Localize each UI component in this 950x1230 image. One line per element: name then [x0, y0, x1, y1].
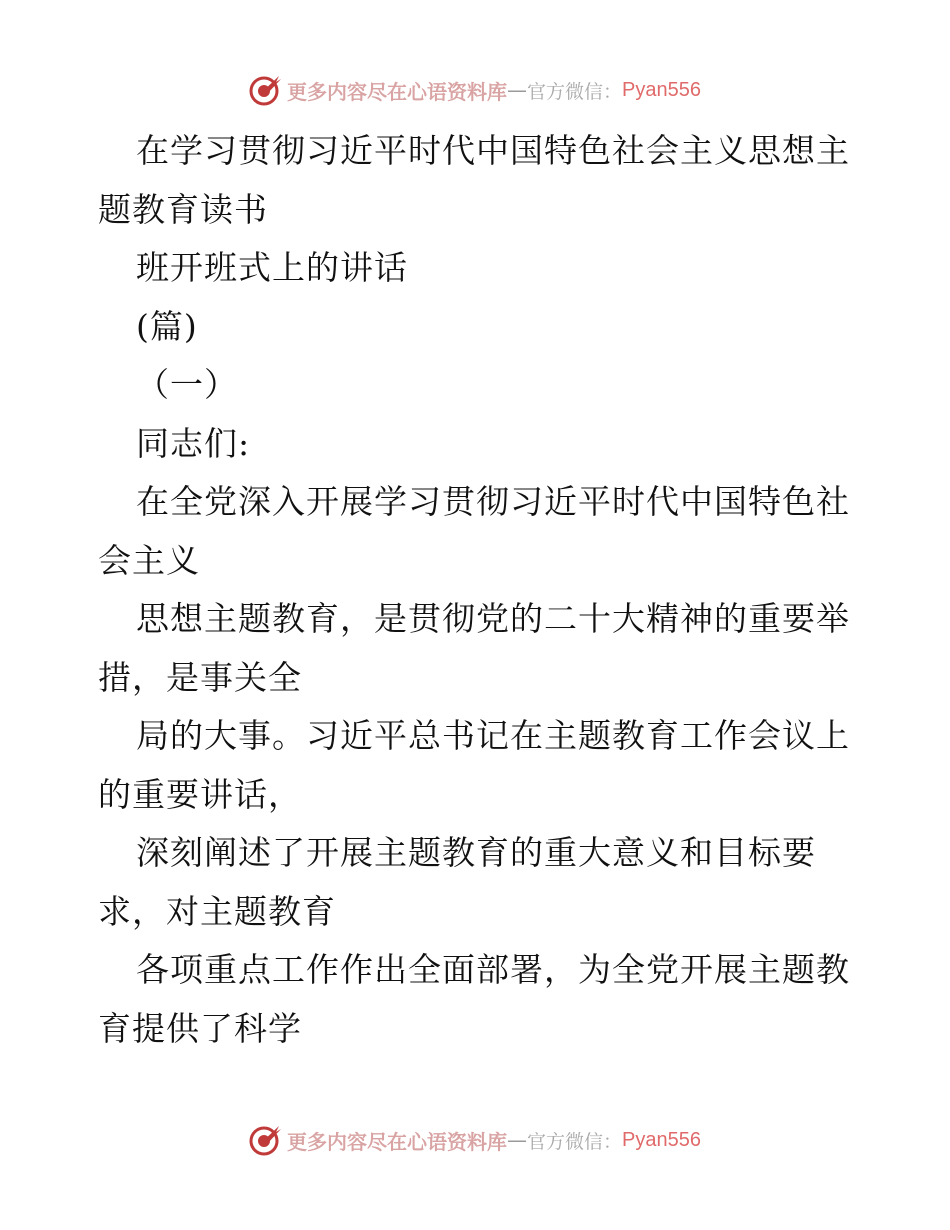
paragraph-line: 会主义: [98, 540, 200, 580]
watermark-dash: —: [507, 1128, 527, 1152]
paragraph-line: 局的大事。习近平总书记在主题教育工作会议上: [136, 716, 850, 755]
paragraph-line: 措，是事关全: [98, 657, 302, 697]
paragraph-line: 各项重点工作作出全面部署，为全党开展主题教: [136, 950, 850, 989]
title-line-2: 题教育读书: [98, 189, 268, 229]
watermark-wechat-label: 官方微信：: [527, 1130, 623, 1153]
paragraph-line: 在全党深入开展学习贯彻习近平时代中国特色社: [136, 482, 850, 521]
quill-seal-icon: [249, 73, 283, 107]
paragraph-line: 的重要讲话，: [98, 774, 302, 814]
title-line-3: 班开班式上的讲话: [136, 248, 408, 287]
salutation: 同志们:: [136, 423, 251, 463]
watermark-brand-text: 更多内容尽在心语资料库: [287, 1129, 507, 1154]
paragraph-line: 求，对主题教育: [98, 891, 336, 931]
watermark-dash: —: [507, 78, 527, 102]
watermark-brand-text: 更多内容尽在心语资料库: [287, 79, 507, 104]
header-watermark: [0, 70, 950, 110]
watermark-wechat-id: Pyan556: [622, 1128, 701, 1151]
paragraph-line: 育提供了科学: [98, 1008, 302, 1048]
document-body: [98, 122, 858, 1058]
watermark-wechat-label: 官方微信：: [527, 80, 623, 103]
paragraph-line: 思想主题教育，是贯彻党的二十大精神的重要举: [136, 599, 850, 638]
quill-seal-icon: [249, 1123, 283, 1157]
watermark-wechat-id: Pyan556: [622, 78, 701, 101]
section-number: （一）: [136, 365, 238, 404]
footer-watermark: [0, 1120, 950, 1160]
title-line-1: 在学习贯彻习近平时代中国特色社会主义思想主: [136, 131, 850, 170]
paragraph-line: 深刻阐述了开展主题教育的重大意义和目标要: [136, 833, 816, 872]
section-label: (篇): [136, 306, 198, 346]
